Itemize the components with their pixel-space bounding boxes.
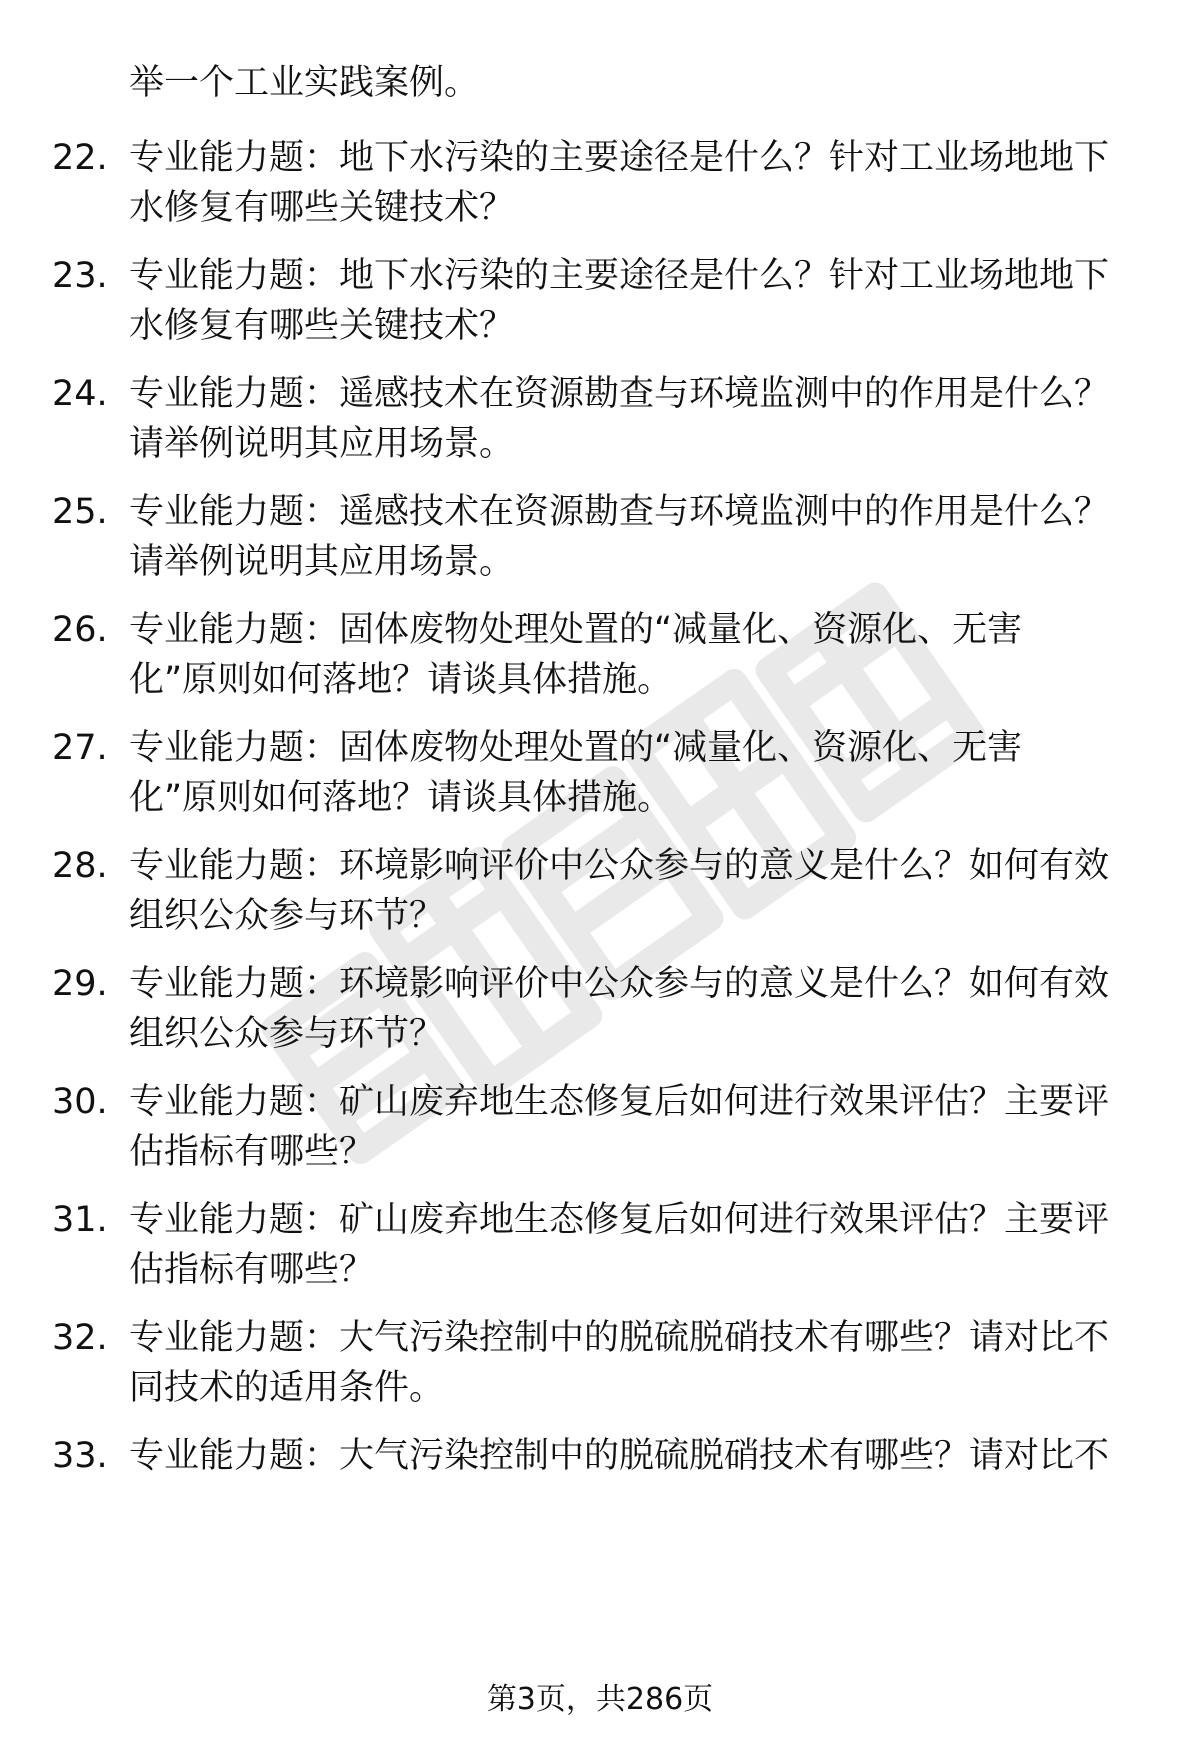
page-footer: 第3页，共286页 [486, 1682, 714, 1717]
item-number: 31. [52, 1200, 108, 1240]
item-text [129, 723, 1139, 823]
item-line: 水修复有哪些关键技术？ [129, 188, 515, 228]
item-text [129, 959, 1139, 1059]
item-number: 28. [52, 846, 108, 886]
item-text [129, 605, 1139, 705]
item-number: 29. [52, 964, 108, 1004]
item-number: 22. [52, 138, 108, 178]
item-line: 请举例说明其应用场景。 [129, 542, 515, 582]
item-text [129, 1313, 1139, 1413]
item-line: 请举例说明其应用场景。 [129, 424, 515, 464]
item-text [129, 1431, 1139, 1481]
item-line: 化”原则如何落地？请谈具体措施。 [129, 778, 673, 818]
item-number: 27. [52, 728, 108, 768]
item-line: 专业能力题：环境影响评价中公众参与的意义是什么？如何有效 [129, 846, 1110, 886]
item-number: 30. [52, 1082, 108, 1122]
item-number: 32. [52, 1318, 108, 1358]
item-line: 化”原则如何落地？请谈具体措施。 [129, 660, 673, 700]
item-number: 33. [52, 1436, 108, 1476]
item-line: 专业能力题：固体废物处理处置的“减量化、资源化、无害 [129, 728, 1023, 768]
item-line: 专业能力题：大气污染控制中的脱硫脱硝技术有哪些？请对比不 [129, 1318, 1110, 1358]
item-text [129, 251, 1139, 351]
item-line: 专业能力题：遥感技术在资源勘查与环境监测中的作用是什么？ [129, 492, 1110, 532]
item-line: 水修复有哪些关键技术？ [129, 306, 515, 346]
item-line: 专业能力题：地下水污染的主要途径是什么？针对工业场地地下 [129, 138, 1110, 178]
item-text [129, 369, 1139, 469]
item-text [129, 1195, 1139, 1295]
continuation-line: 举一个工业实践案例。 [129, 63, 480, 103]
item-text [129, 1077, 1139, 1177]
item-line: 组织公众参与环节？ [129, 896, 445, 936]
item-number: 24. [52, 374, 108, 414]
item-number: 26. [52, 610, 108, 650]
item-text [129, 487, 1139, 587]
item-number: 25. [52, 492, 108, 532]
item-line: 专业能力题：大气污染控制中的脱硫脱硝技术有哪些？请对比不 [129, 1436, 1110, 1476]
item-line: 估指标有哪些？ [129, 1250, 375, 1290]
item-line: 组织公众参与环节？ [129, 1014, 445, 1054]
item-line: 专业能力题：遥感技术在资源勘查与环境监测中的作用是什么？ [129, 374, 1110, 414]
item-line: 专业能力题：地下水污染的主要途径是什么？针对工业场地地下 [129, 256, 1110, 296]
item-line: 专业能力题：固体废物处理处置的“减量化、资源化、无害 [129, 610, 1023, 650]
item-text [129, 841, 1139, 941]
item-text [129, 133, 1139, 233]
item-line: 专业能力题：矿山废弃地生态修复后如何进行效果评估？主要评 [129, 1082, 1110, 1122]
item-line: 同技术的适用条件。 [129, 1368, 445, 1408]
item-line: 专业能力题：环境影响评价中公众参与的意义是什么？如何有效 [129, 964, 1110, 1004]
item-number: 23. [52, 256, 108, 296]
item-line: 估指标有哪些？ [129, 1132, 375, 1172]
item-line: 专业能力题：矿山废弃地生态修复后如何进行效果评估？主要评 [129, 1200, 1110, 1240]
